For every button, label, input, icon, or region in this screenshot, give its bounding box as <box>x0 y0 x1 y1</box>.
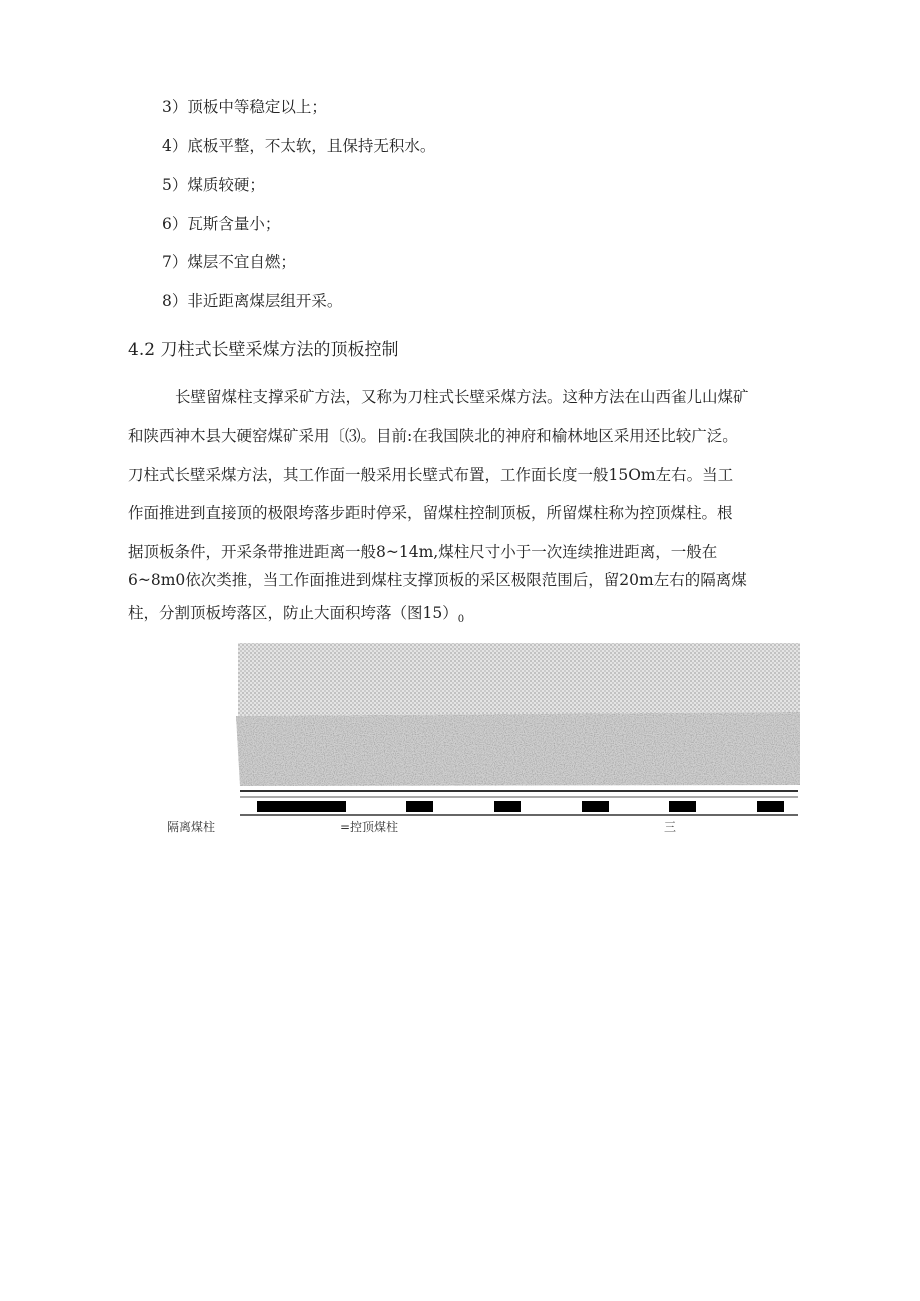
paragraph-line: 作面推进到直接顶的极限垮落步距时停采，留煤柱控制顶板，所留煤柱称为控顶煤柱。根 <box>128 504 733 522</box>
isolation-pillar <box>257 801 346 812</box>
paragraph-text: 柱，分割顶板垮落区，防止大面积垮落（图15） <box>128 604 458 622</box>
paragraph-line-last <box>128 603 808 630</box>
list-item: 3）顶板中等稳定以上； <box>162 98 327 116</box>
right-figure-label: 三 <box>664 820 677 834</box>
isolation-pillar-label: 隔离煤柱 <box>167 820 216 834</box>
list-item: 7）煤层不宜自燃； <box>162 253 296 271</box>
list-item: 6）瓦斯含量小； <box>162 215 281 233</box>
strata-svg <box>230 640 800 825</box>
immediate-roof-texture <box>236 712 800 786</box>
control-pillar <box>669 801 696 812</box>
paragraph-line: 和陕西神木县大硬窑煤矿采用〔⑶。目前:在我国陕北的神府和榆林地区采用还比较广泛。 <box>128 427 738 445</box>
list-item: 5）煤质较硬； <box>162 176 265 194</box>
paragraph-line: 6~8m0依次类推，当工作面推进到煤柱支撑顶板的采区极限范围后，留20m左右的隔离煤 <box>128 571 747 589</box>
paragraph-line: 长壁留煤柱支撑采矿方法，又称为刀柱式长壁采煤方法。这种方法在山西雀儿山煤矿 <box>175 388 749 406</box>
paragraph-line: 刀柱式长壁采煤方法，其工作面一般采用长壁式布置，工作面长度一般15Om左右。当工 <box>128 466 734 484</box>
upper-stratum <box>238 643 800 716</box>
control-pillar <box>406 801 433 812</box>
paragraph-subscript: 0 <box>457 614 465 625</box>
control-pillar <box>757 801 784 812</box>
strata-diagram <box>230 640 800 825</box>
paragraph-line: 据顶板条件，开采条带推进距离一般8~14m,煤柱尺寸小于一次连续推进距离，一般在 <box>128 543 718 561</box>
control-pillar <box>582 801 609 812</box>
section-heading: 4.2 刀柱式长壁采煤方法的顶板控制 <box>128 340 399 360</box>
control-pillar-label: =控顶煤柱 <box>340 820 399 834</box>
list-item: 8）非近距离煤层组开采。 <box>162 292 343 310</box>
control-pillar <box>494 801 521 812</box>
list-item: 4）底板平整，不太软，且保持无积水。 <box>162 137 436 155</box>
